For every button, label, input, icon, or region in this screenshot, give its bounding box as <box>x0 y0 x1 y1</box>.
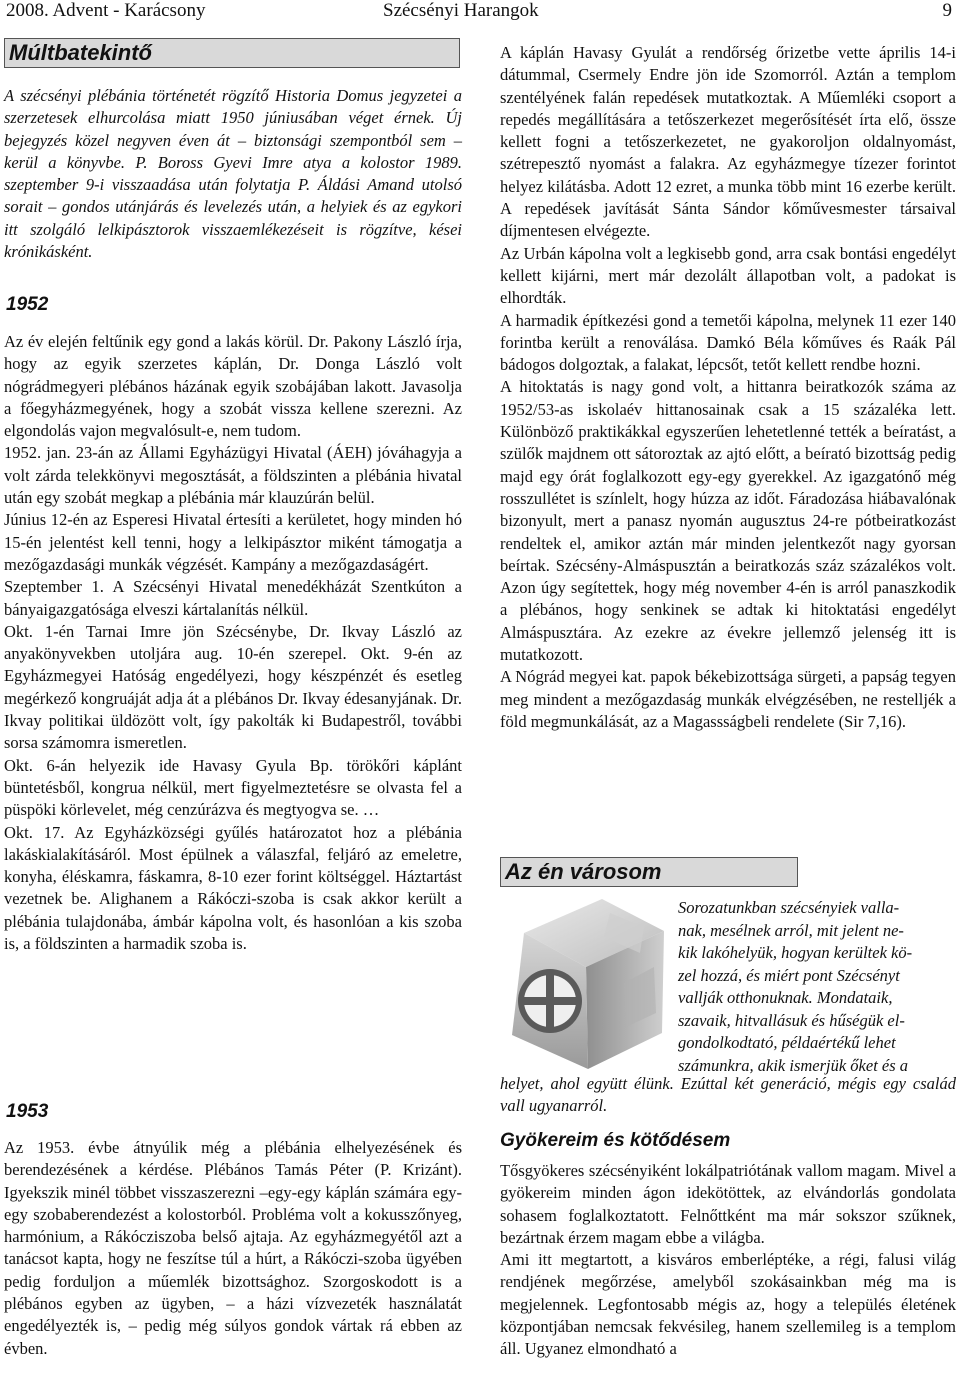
header-publication: Szécsényi Harangok <box>383 0 539 21</box>
year-heading-1952: 1952 <box>6 294 49 315</box>
intro-tail: helyet, ahol együtt élünk. Ezúttal két generáció, mégis egy család vall ugyanarról. <box>500 1074 956 1116</box>
intro-tail-block <box>500 1073 956 1118</box>
intro-line: kik lakóhelyük, hogyan kerültek kö- <box>678 943 913 962</box>
intro-lines-block <box>678 897 956 1077</box>
section-title-2: Az én városom <box>505 859 662 884</box>
section-title-box <box>4 38 460 68</box>
intro-block <box>4 85 462 263</box>
paragraph: Okt. 17. Az Egyházközségi gyűlés határozatot hoz a plébánia lakáskialakításáról. Most épülnek a válaszfal, feljáró az emeletre, konyha, éléskamra, fáskamra, 8-10 ezer forint költséggel. Háztartást vezetnek be. Alighanem a Rákóczi-szoba is csak akkor került a plébánia tulajdonába, ámbár kápolna volt, és hasonlóan a kis szoba is, a földszinten a harmadik szoba is. <box>4 822 462 954</box>
intro-line: számunkra, akik ismerjük őket és a <box>678 1055 909 1075</box>
paragraph: Június 12-én az Esperesi Hivatal értesíti a kerületet, hogy minden hó 15-én jelentést kell tenni, hogy a lelkipásztor miként támogatja a mezőgazdasági munkák végzését. Kampány a mezőgazdaságért. <box>4 510 462 574</box>
body-block <box>500 1160 956 1361</box>
header-issue: 2008. Advent - Karácsony <box>6 0 206 21</box>
paragraph: Okt. 6-án helyezik ide Havasy Gyula Bp. törökőri káplánt büntetésből, kongrua nélkül, mert figyelmeztetésre se olvasta fel a püspöki körlevelet, még cenzúrázva és megtyogva se. … <box>4 755 462 820</box>
paragraph: Tősgyökeres szécsényiként lokálpatriótának vallom magam. Mivel a gyökereim minden ágon idekötöttek, az elvándorlás gondolata sohasem foglalkoztatott. Felnőttként ma már sokszor szűknek, bezártnak érzem magam ebbe a világba. <box>500 1161 956 1247</box>
text-block-1952 <box>4 331 462 955</box>
intro-text: A szécsényi plébánia történetét rögzítő Historia Domus jegyzetei a szerzetesek elhurcolása miatt 1950 júniusában véget érnek. Új bejegyzés közel negyven éven át – biztonsági szempontból sem – kerül a könyvbe. P. Boross Gyevi Imre atya a kolostor 1989. szeptember 9-i visszaadása után folytatja P. Áldási Amand utolsó sorait – gondos utánjárás és levelezés után, a helyiek és az egykori itt szolgáló lelkipásztorok visszaemlékezéseit is rögzítve, kései krónikásként. <box>4 86 462 262</box>
right-text-block <box>500 42 956 733</box>
paragraph: 1952. jan. 23-án az Állami Egyházügyi Hivatal (ÁEH) jóváhagyja a volt zárda telekkönyvi megosztását, a földszinten a plébánia hivatal után egy szobát megkap a plébánia már klauzúrán belül. <box>4 443 462 508</box>
paragraph: Az év elején feltűnik egy gond a lakás körül. Dr. Pakony László írja, hogy az egyik szerzetes káplán, Dr. Donga László volt nógrádmegyeri plébános házának egyik szobájában lakott. Javasolja a főegyházmegyének, hogy a szobát vissza kellene szerezni. Az elgondolás vajon megvalósult-e, nem tudom. <box>4 332 462 441</box>
stone-cross-image <box>504 893 672 1073</box>
paragraph: Szeptember 1. A Szécsényi Hivatal menedékházát Szentkúton a bányaigazgatósága elveszi kártalanítás nélkül. <box>4 577 462 619</box>
paragraph: A hitoktatás is nagy gond volt, a hittanra beiratkozók száma az 1952/53-as iskolaév hittanosainak csak a 15 százaléka lett. Különböző praktikákkal egyszerűen lehetetlenné tették a beíratást, a szülők majdnem ott sátoroztak az ajtó előtt, a beírató bizottság pedig majd egy órát foglalkozott egy-egy gyerekkel. Az igazgatónő még rosszullétet is színlelt, hogy húzza az időt. Fáradozása hiábavalónak bizonyult, mert a panasz nyomán augusztus 24-re pótbeiratkozást rendeltek el, amikor aztán már minden jelentkezőt nagy gyorsan beírtak. Szécsény-Almáspusztán a beiratkozás száz százalékos volt. Azon úgy segítettek, hogy még november 4-én is arról panaszkodik a plébános, hogy senkinek se adtak ki hitoktatási engedélyt Almáspusztára. Az ezekre az évekre jellemző jelenség itt is mutatkozott. <box>500 377 956 665</box>
section-title: Múltbatekintő <box>9 40 152 65</box>
paragraph: A káplán Havasy Gyulát a rendőrség őrizetbe vette április 14-i dátummal, Csermely Endre jön ide Szomorról. Aztán a templom szentélyének falán repedések mutatkoztak. A Műemléki csoport a repedés megállítására a tetőszerkezet megerősítését írta elő, össze kellett fogni a tetőszerkezetet, ne gyakoroljon oldalnyomást, szétrepesztő nyomást a falakra. Az egyházmegye tízezer forintot helyez kilátásba. Adott 12 ezret, a munka több mint 16 ezerbe került. A repedések javítását Sánta Sándor kőművesmester társaival díjmentesen elvégezte. <box>500 43 956 241</box>
paragraph: Okt. 1-én Tarnai Imre jön Szécsénybe, Dr. Ikvay László az anyakönyvekben utoljára aug. 10-én szerepel. Okt. 9-én az Egyházmegyei Hatóság engedélyezi, hogy készpénzét és esetleg megérkező kongruáját adja át a plébános Dr. Ikvay édesanyjának. Dr. Ikvay politikai üldözött volt, így pakolták ki Budapestről, további sorsa számomra ismeretlen. <box>4 621 462 753</box>
year-heading-1953: 1953 <box>6 1101 49 1122</box>
stone-cross-illustration <box>504 893 672 1073</box>
subheading: Gyökereim és kötődésem <box>500 1130 731 1151</box>
paragraph: Az Urbán kápolna volt a legkisebb gond, arra csak bontási engedélyt kellett kijárni, mert már dezolált állapotban volt, a padokat is elhordták. <box>500 243 956 308</box>
intro-line: vallják otthonuknak. Mondataik, <box>678 988 893 1007</box>
paragraph: A Nógrád megyei kat. papok békebizottsága sürgeti, a papság tegyen meg mindent a mezőgazdaság munkák elvégzésében, ne restelljék a föld megmunkálását, az a Magassságbeli rendelete (Sir 7,16). <box>500 667 956 731</box>
paragraph: Ami itt megtartott, a kisváros emberléptéke, a régi, falusi világ rendjének megőrzése, amelyből szokásainkban még ma is megjelennek. Legfontosabb mégis az, hogy a település életének központjában nemcsak fekvésileg, hanem szellemileg is a templom áll. Ugyanez elmondható a <box>500 1250 956 1359</box>
intro-line: nak, mesélnek arról, mit jelent ne- <box>678 920 904 940</box>
text-block-1953 <box>4 1137 462 1360</box>
intro-line: Sorozatunkban szécsényiek valla- <box>678 898 900 917</box>
paragraph: A harmadik építkezési gond a temetői kápolna, melynek 11 ezer 140 forintba került a renoválása. Damkó Béla kőműves és Raák Pál bádogos dolgoztak, a falakat, lépcsőt, tetőt kellett rendbe hozni. <box>500 310 956 375</box>
page-header <box>0 0 960 24</box>
intro-line: szavaik, hitvallásuk és hűségük el- <box>678 1010 905 1030</box>
section-title-box-2 <box>500 857 798 887</box>
intro-line: zel hozzá, és miért pont Szécsényt <box>678 965 900 985</box>
intro-line: gondolkodtató, példaértékű lehet <box>678 1033 896 1052</box>
page-number: 9 <box>942 0 952 21</box>
paragraph: Az 1953. évbe átnyúlik még a plébánia elhelyezésének és berendezésének a kérdése. Plébános Tamás Péter (P. Krizánt). Igyekszik minél többet visszaszerezni –egy-egy káplán számára egy-egy szobaberendezést a kolostorból. Probléma volt a kokusszőnyeg, harmónium, a Rákócziszoba belső ajtaja. Az egyházmegyétől azt a tanácsot kapta, hogy ne feszítse túl a húrt, a Rákóczi-szoba ügyében pedig forduljon a műemlék bizottsághoz. Szorgoskodott is a plébános egyben az ügyben, – a házi vízvezeték használatát engedélyezték is, – pedig még súlyos gondok vártak rá ebben az évben. <box>4 1138 462 1358</box>
